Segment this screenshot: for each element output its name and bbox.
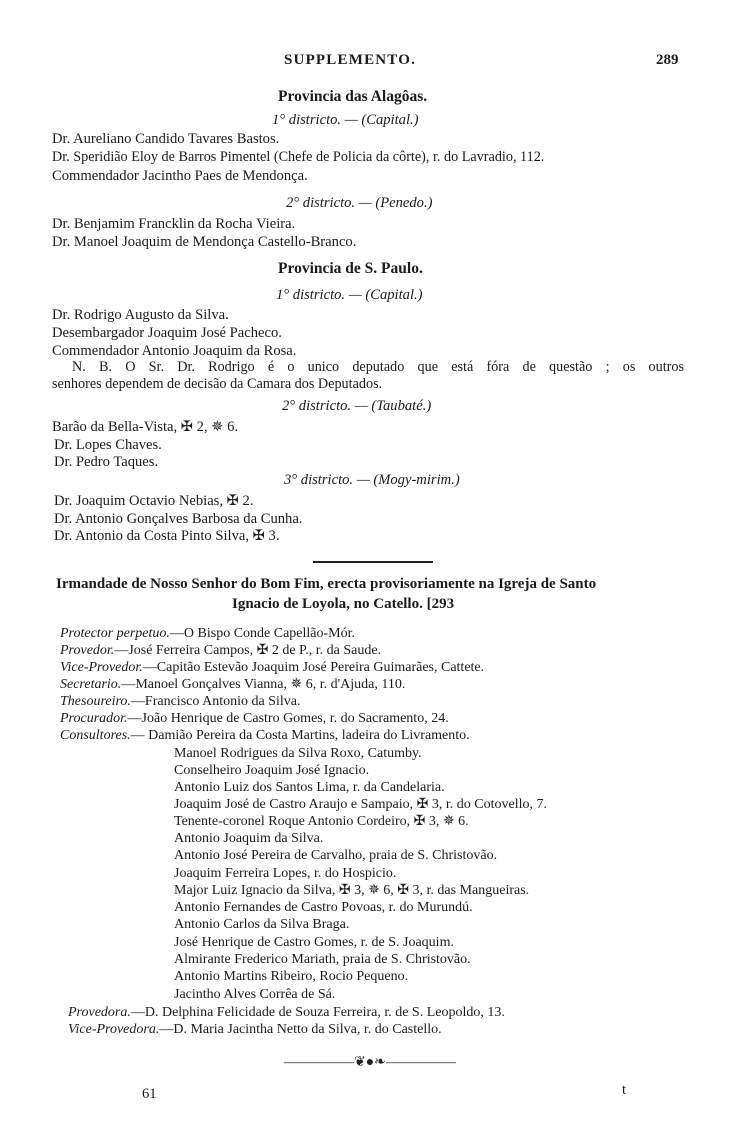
officer-role: Vice-Provedora.	[68, 1022, 160, 1037]
list-item: Commendador Antonio Joaquim da Rosa.	[52, 343, 297, 359]
officer-line	[60, 625, 355, 642]
officer-role: Vice-Provedor.	[60, 660, 143, 675]
section-title-alagoas: Provincia das Alagôas.	[278, 88, 428, 105]
district-heading: 1° districto. — (Capital.)	[276, 287, 423, 303]
consultor-item: Antonio Martins Ribeiro, Rocio Pequeno.	[174, 969, 409, 984]
officer-name: —O Bispo Conde Capellão-Mór.	[169, 626, 356, 641]
officer-role: Procurador.	[60, 711, 128, 726]
officer-role: Provedora.	[68, 1005, 131, 1020]
officer-name: —João Henrique de Castro Gomes, r. do Sacramento, 24.	[127, 711, 449, 726]
note-text: N. B. O Sr. Dr. Rodrigo é o unico deputado que está fóra de questão ; os outros	[72, 359, 684, 375]
officer-role: Secretario.	[60, 677, 122, 692]
page-header-title: SUPPLEMENTO.	[284, 52, 417, 68]
list-item: Dr. Lopes Chaves.	[54, 437, 162, 453]
consultor-item: Manoel Rodrigues da Silva Roxo, Catumby.	[174, 746, 422, 761]
officer-line	[60, 727, 470, 744]
officer-line	[60, 676, 405, 693]
list-item: Dr. Pedro Taques.	[54, 454, 159, 470]
officer-name: —José Ferreira Campos, ✠ 2 de P., r. da Saude.	[114, 643, 382, 658]
officer-role: Protector perpetuo.	[60, 626, 170, 641]
officer-name: —Manoel Gonçalves Vianna, ✵ 6, r. d'Ajuda, 110.	[121, 677, 406, 692]
note-text: senhores dependem de decisão da Camara dos Deputados.	[52, 376, 383, 392]
list-item: Dr. Rodrigo Augusto da Silva.	[52, 307, 229, 323]
section-title-sao-paulo: Provincia de S. Paulo.	[278, 260, 423, 277]
section-divider	[313, 561, 433, 563]
list-item: Dr. Antonio Gonçalves Barbosa da Cunha.	[54, 511, 303, 527]
consultor-item: Antonio Carlos da Silva Braga.	[174, 917, 350, 932]
list-item: Dr. Manoel Joaquim de Mendonça Castello-Branco.	[52, 234, 357, 250]
officer-line	[60, 693, 300, 710]
consultor-item: Major Luiz Ignacio da Silva, ✠ 3, ✵ 6, ✠ 3, r. das Mangueiras.	[174, 883, 530, 898]
district-heading: 3° districto. — (Mogy-mirim.)	[284, 472, 460, 488]
officer-role: Consultores.	[60, 728, 131, 743]
list-item: Dr. Joaquim Octavio Nebias, ✠ 2.	[54, 493, 254, 509]
list-item: Dr. Antonio da Costa Pinto Silva, ✠ 3.	[54, 528, 280, 544]
officer-line	[60, 659, 484, 676]
list-item: Commendador Jacintho Paes de Mendonça.	[52, 168, 308, 184]
consultor-item: Tenente-coronel Roque Antonio Cordeiro, ✠ 3, ✵ 6.	[174, 814, 469, 829]
officer-name: —D. Maria Jacintha Netto da Silva, r. do Castello.	[159, 1022, 442, 1037]
officer-line	[68, 1004, 505, 1021]
consultor-item: Conselheiro Joaquim José Ignacio.	[174, 763, 370, 778]
officer-role: Thesoureiro.	[60, 694, 131, 709]
officer-role: Provedor.	[60, 643, 115, 658]
officer-line	[68, 1021, 442, 1038]
district-heading: 1° districto. — (Capital.)	[272, 112, 419, 128]
list-item: Dr. Aureliano Candido Tavares Bastos.	[52, 131, 280, 147]
officer-name: —D. Delphina Felicidade de Souza Ferreira, r. de S. Leopoldo, 13.	[130, 1005, 505, 1020]
footer-mark: t	[622, 1082, 627, 1098]
consultor-item: Joaquim Ferreira Lopes, r. do Hospicio.	[174, 866, 397, 881]
consultor-item: Antonio José Pereira de Carvalho, praia de S. Christovão.	[174, 848, 498, 863]
list-item: Barão da Bella-Vista, ✠ 2, ✵ 6.	[52, 419, 239, 435]
signature-mark: 61	[142, 1086, 157, 1102]
consultor-item: Almirante Frederico Mariath, praia de S. Christovão.	[174, 952, 471, 967]
officer-line	[60, 710, 449, 727]
ornamental-divider: —————❦●❧—————	[284, 1055, 456, 1070]
consultor-item: Antonio Joaquim da Silva.	[174, 831, 324, 846]
consultor-item: Antonio Fernandes de Castro Povoas, r. do Murundú.	[174, 900, 473, 915]
officer-name: — Damião Pereira da Costa Martins, ladeira do Livramento.	[130, 728, 470, 743]
district-heading: 2° districto. — (Taubaté.)	[282, 398, 432, 414]
consultor-item: Joaquim José de Castro Araujo e Sampaio, ✠ 3, r. do Cotovello, 7.	[174, 797, 547, 812]
page-number: 289	[656, 52, 679, 68]
consultor-item: Antonio Luiz dos Santos Lima, r. da Candelaria.	[174, 780, 445, 795]
section-title-irmandade: Irmandade de Nosso Senhor do Bom Fim, erecta provisoriamente na Igreja de Santo	[56, 576, 597, 592]
section-title-irmandade-cont: Ignacio de Loyola, no Catello. [293	[232, 596, 455, 612]
officer-name: —Capitão Estevão Joaquim José Pereira Guimarães, Cattete.	[142, 660, 485, 675]
list-item: Dr. Benjamim Francklin da Rocha Vieira.	[52, 216, 296, 232]
officer-line	[60, 642, 381, 659]
consultor-item: José Henrique de Castro Gomes, r. de S. Joaquim.	[174, 935, 454, 950]
consultor-item: Jacintho Alves Corrêa de Sá.	[174, 987, 336, 1002]
list-item: Desembargador Joaquim José Pacheco.	[52, 325, 282, 341]
officer-name: —Francisco Antonio da Silva.	[130, 694, 301, 709]
list-item: Dr. Speridião Eloy de Barros Pimentel (Chefe de Policia da côrte), r. do Lavradio, 112.	[52, 149, 545, 165]
district-heading: 2° districto. — (Penedo.)	[286, 195, 433, 211]
